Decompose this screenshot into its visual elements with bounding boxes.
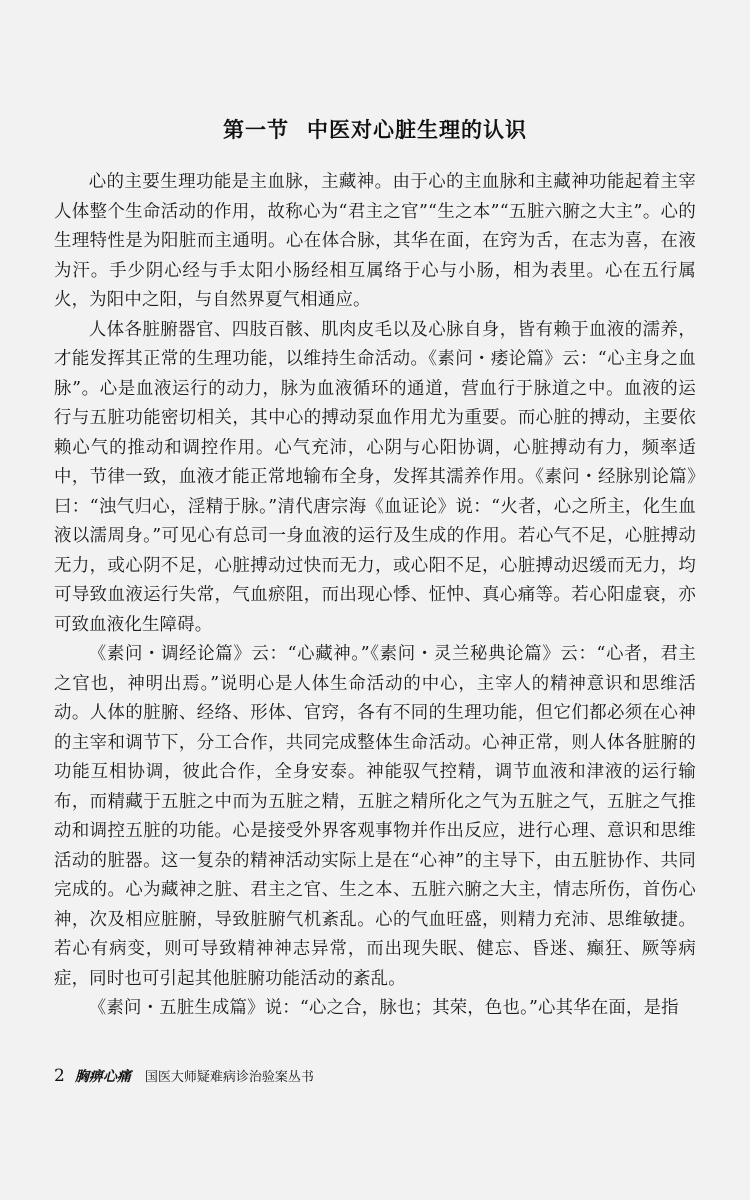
paragraph-mind: 《素问・调经论篇》云：“心藏神。”《素问・灵兰秘典论篇》云：“心者，君主之官也，神明出焉。”说明心是人体生命活动的中心，主宰人的精神意识和思维活动。人体的脏腑、经络、形体、官窍，各有不同的生理功能，但它们都必须在心神的主宰和调节下，分工合作，共同完成整体生命活动。心神正常，则人体各脏腑的功能互相协调，彼此合作，全身安泰。神能驭气控精，调节血液和津液的运行输布，而精藏于五脏之中而为五脏之精，五脏之精所化之气为五脏之气，五脏之气推动和调控五脏的功能。心是接受外界客观事物并作出反应，进行心理、意识和思维活动的脏器。这一复杂的精神活动实际上是在“心神”的主导下，由五脏协作、共同完成的。心为藏神之脏、君主之官、生之本、五脏六腑之大主，情志所伤，首伤心神，次及相应脏腑，导致脏腑气机紊乱。心的气血旺盛，则精力充沛、思维敏捷。若心有病变，则可导致精神神志异常，而出现失眠、健忘、昏迷、癫狂、厥等病症，同时也可引起其他脏腑功能活动的紊乱。 — [54, 644, 696, 989]
paragraph-heart-functions: 心的主要生理功能是主血脉，主藏神。由于心的主血脉和主藏神功能起着主宰人体整个生命活动的作用，故称心为“君主之官”“生之本”“五脏六腑之大主”。心的生理特性是为阳脏而主通明。心在体合脉，其华在面，在窍为舌，在志为喜，在液为汗。手少阴心经与手太阳小肠经相互属络于心与小肠，相为表里。心在五行属火，为阳中之阳，与自然界夏气相通应。 — [54, 172, 696, 310]
page-footer — [54, 1066, 314, 1086]
page-number: 2 — [54, 1066, 65, 1086]
section-title: 中医对心脏生理的认识 — [307, 118, 527, 142]
book-title: 胸痹心痛 — [74, 1069, 131, 1085]
series-title: 国医大师疑难病诊治验案丛书 — [144, 1070, 314, 1085]
section-number: 第一节 — [223, 118, 289, 142]
section-heading — [0, 114, 750, 144]
body-text — [54, 168, 696, 1024]
paragraph-complexion: 《素问・五脏生成篇》说：“心之合，脉也；其荣，色也。”心其华在面，是指 — [88, 998, 679, 1018]
paragraph-blood-vessels: 人体各脏腑器官、四肢百骸、肌肉皮毛以及心脉自身，皆有赖于血液的濡养，才能发挥其正常的生理功能，以维持生命活动。《素问・痿论篇》云：“心主身之血脉”。心是血液运行的动力，脉为血液循环的通道，营血行于脉道之中。血液的运行与五脏功能密切相关，其中心的搏动泵血作用尤为重要。而心脏的搏动，主要依赖心气的推动和调控作用。心气充沛，心阴与心阳协调，心脏搏动有力，频率适中，节律一致，血液才能正常地输布全身，发挥其濡养作用。《素问・经脉别论篇》曰：“浊气归心，淫精于脉。”清代唐宗海《血证论》说：“火者，心之所主，化生血液以濡周身。”可见心有总司一身血液的运行及生成的作用。若心气不足，心脏搏动无力，或心阴不足，心脏搏动过快而无力，或心阳不足，心脏搏动迟缓而无力，均可导致血液运行失常，气血瘀阻，而出现心悸、怔忡、真心痛等。若心阳虚衰，亦可致血液化生障碍。 — [54, 319, 696, 635]
